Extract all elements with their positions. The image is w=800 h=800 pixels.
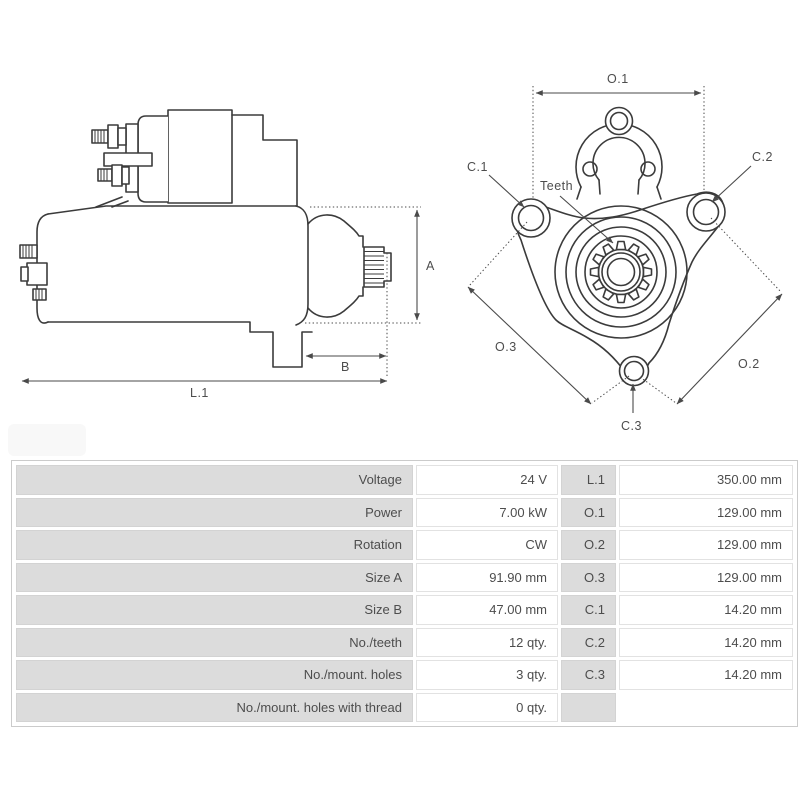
- dim-label-cell: [561, 693, 616, 723]
- bracket-hole-left: [583, 162, 597, 176]
- dim-label-o3: O.3: [495, 340, 517, 354]
- starter-side-view: [20, 110, 435, 400]
- dim-label-cell: O.3: [561, 563, 616, 593]
- dim-line-o2: [677, 294, 782, 404]
- terminal-bar: [104, 153, 152, 166]
- spec-label-cell: No./mount. holes: [16, 660, 413, 690]
- motor-body: [37, 206, 312, 367]
- spec-value-cell: 0 qty.: [416, 693, 558, 723]
- dim-label-cell: C.3: [561, 660, 616, 690]
- drive-frame-step: [232, 115, 297, 206]
- dim-value-cell: 129.00 mm: [619, 530, 793, 560]
- dim-label-cell: C.1: [561, 595, 616, 625]
- spec-value-cell: 7.00 kW: [416, 498, 558, 528]
- terminal-bolt-lower: [98, 165, 129, 186]
- solenoid-body: [168, 110, 232, 203]
- dim-value-cell: 14.20 mm: [619, 660, 793, 690]
- spec-label-cell: No./teeth: [16, 628, 413, 658]
- label-c2: C.2: [752, 150, 773, 164]
- dim-label-cell: L.1: [561, 465, 616, 495]
- dim-label-a: A: [426, 259, 435, 273]
- dim-value-cell: 350.00 mm: [619, 465, 793, 495]
- dim-value-cell: [619, 693, 793, 723]
- dim-label-o1: O.1: [607, 72, 629, 86]
- bracket-hole-right: [641, 162, 655, 176]
- spec-value-cell: 91.90 mm: [416, 563, 558, 593]
- top-bracket: [576, 108, 662, 200]
- spec-value-cell: 3 qty.: [416, 660, 558, 690]
- spec-value-cell: 24 V: [416, 465, 558, 495]
- through-bolt: [20, 245, 47, 300]
- spec-label-cell: Power: [16, 498, 413, 528]
- spec-value-cell: CW: [416, 530, 558, 560]
- watermark: [8, 424, 86, 456]
- spec-label-cell: Size B: [16, 595, 413, 625]
- label-c3: C.3: [621, 419, 642, 433]
- dim-label-cell: O.2: [561, 530, 616, 560]
- spec-label-cell: Size A: [16, 563, 413, 593]
- dim-value-cell: 129.00 mm: [619, 498, 793, 528]
- dim-value-cell: 129.00 mm: [619, 563, 793, 593]
- spec-label-cell: Voltage: [16, 465, 413, 495]
- spec-label-cell: Rotation: [16, 530, 413, 560]
- label-teeth: Teeth: [540, 179, 574, 193]
- spec-value-cell: 47.00 mm: [416, 595, 558, 625]
- spec-label-cell: No./mount. holes with thread: [16, 693, 413, 723]
- dim-label-o2: O.2: [738, 357, 760, 371]
- dim-label-cell: O.1: [561, 498, 616, 528]
- terminal-bolt-upper: [92, 125, 126, 148]
- spec-value-cell: 12 qty.: [416, 628, 558, 658]
- label-c1: C.1: [467, 160, 488, 174]
- dim-label-cell: C.2: [561, 628, 616, 658]
- specification-table: [11, 460, 798, 727]
- dim-value-cell: 14.20 mm: [619, 628, 793, 658]
- drive-end-housing: [296, 206, 363, 325]
- starter-front-view: [467, 72, 782, 433]
- dim-label-l1: L.1: [190, 386, 209, 400]
- top-boss: [606, 108, 633, 135]
- side-view-dimensions: [22, 207, 435, 400]
- dim-label-b: B: [341, 360, 350, 374]
- dim-value-cell: 14.20 mm: [619, 595, 793, 625]
